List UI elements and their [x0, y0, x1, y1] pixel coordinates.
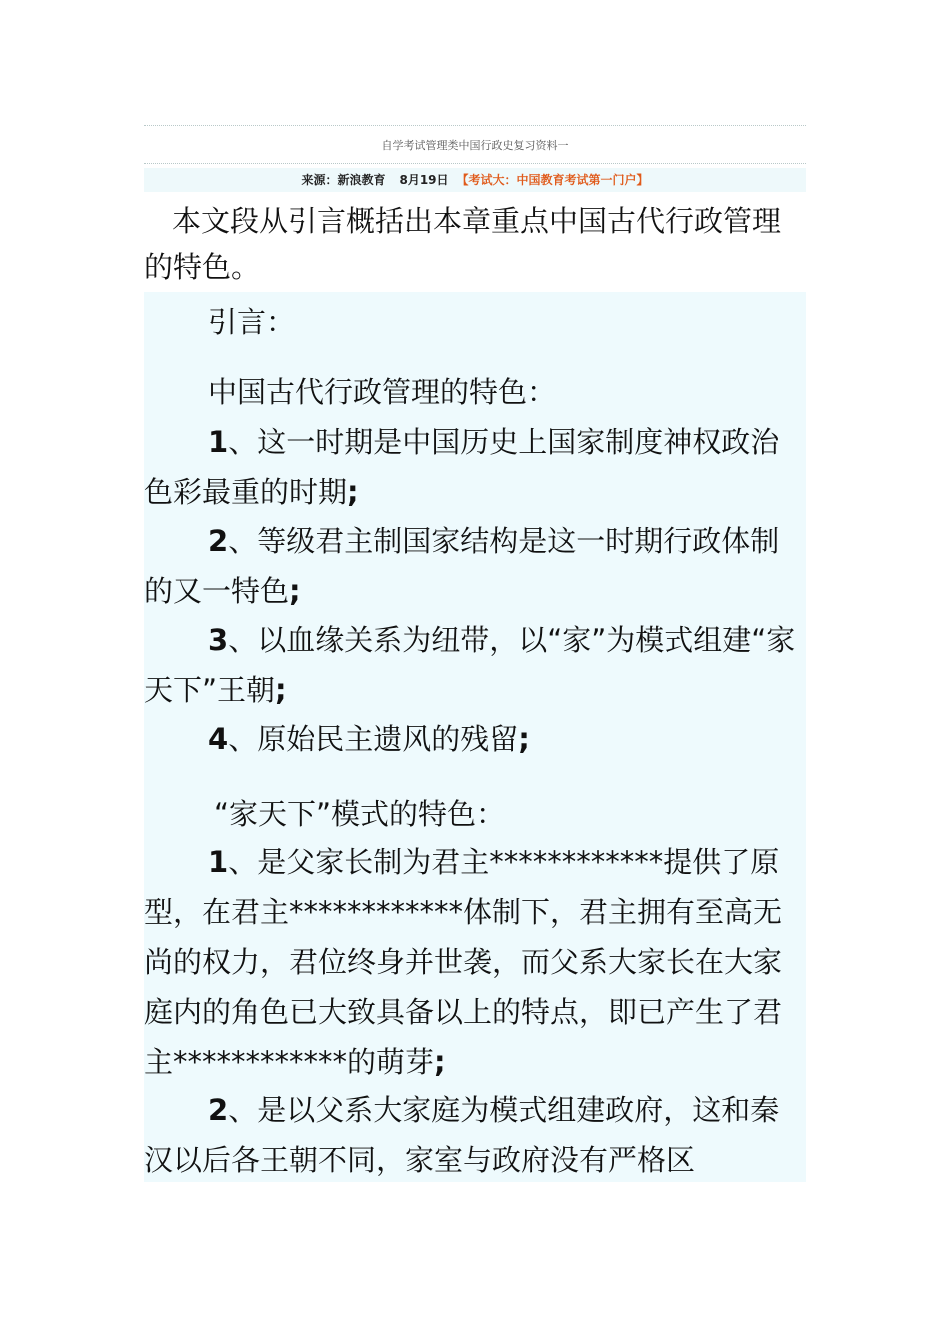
- feature-item-1: 1、这一时期是中国历史上国家制度神权政治色彩最重的时期;: [144, 425, 780, 509]
- intro-heading: 引言：: [208, 305, 296, 339]
- source-label: 来源：新浪教育: [301, 173, 386, 187]
- features-heading: 中国古代行政管理的特色：: [208, 375, 557, 409]
- document-title: 自学考试管理类中国行政史复习资料一: [381, 139, 569, 152]
- feature-item-4: 4、原始民主遗风的残留;: [208, 722, 530, 756]
- jtx-item-2: 2、是以父系大家庭为模式组建政府，这和秦汉以后各王朝不同，家室与政府没有严格区: [144, 1093, 780, 1177]
- exam-portal-link[interactable]: 【考试大：中国教育考试第一门户】: [456, 173, 649, 187]
- top-dotted-rule: [144, 125, 806, 126]
- title-dotted-rule: [144, 163, 806, 164]
- intro-paragraph: 本文段从引言概括出本章重点中国古代行政管理的特色。: [144, 204, 782, 284]
- feature-item-2: 2、等级君主制国家结构是这一时期行政体制的又一特色;: [144, 524, 780, 608]
- jtx-heading: “家天下”模式的特色：: [214, 797, 506, 831]
- source-bar: [144, 168, 806, 192]
- feature-item-3: 3、以血缘关系为纽带，以“家”为模式组建“家天下”王朝;: [144, 623, 796, 707]
- jtx-item-1: 1、是父家长制为君主************提供了原型，在君主************体制下，君主拥有至高无尚的权力，君位终身并世袭，而父系大家长在大家庭内的角色已大致具备以上的特点，即已产生了君主************的萌芽;: [144, 845, 783, 1079]
- publish-date: 8月19日: [399, 173, 449, 187]
